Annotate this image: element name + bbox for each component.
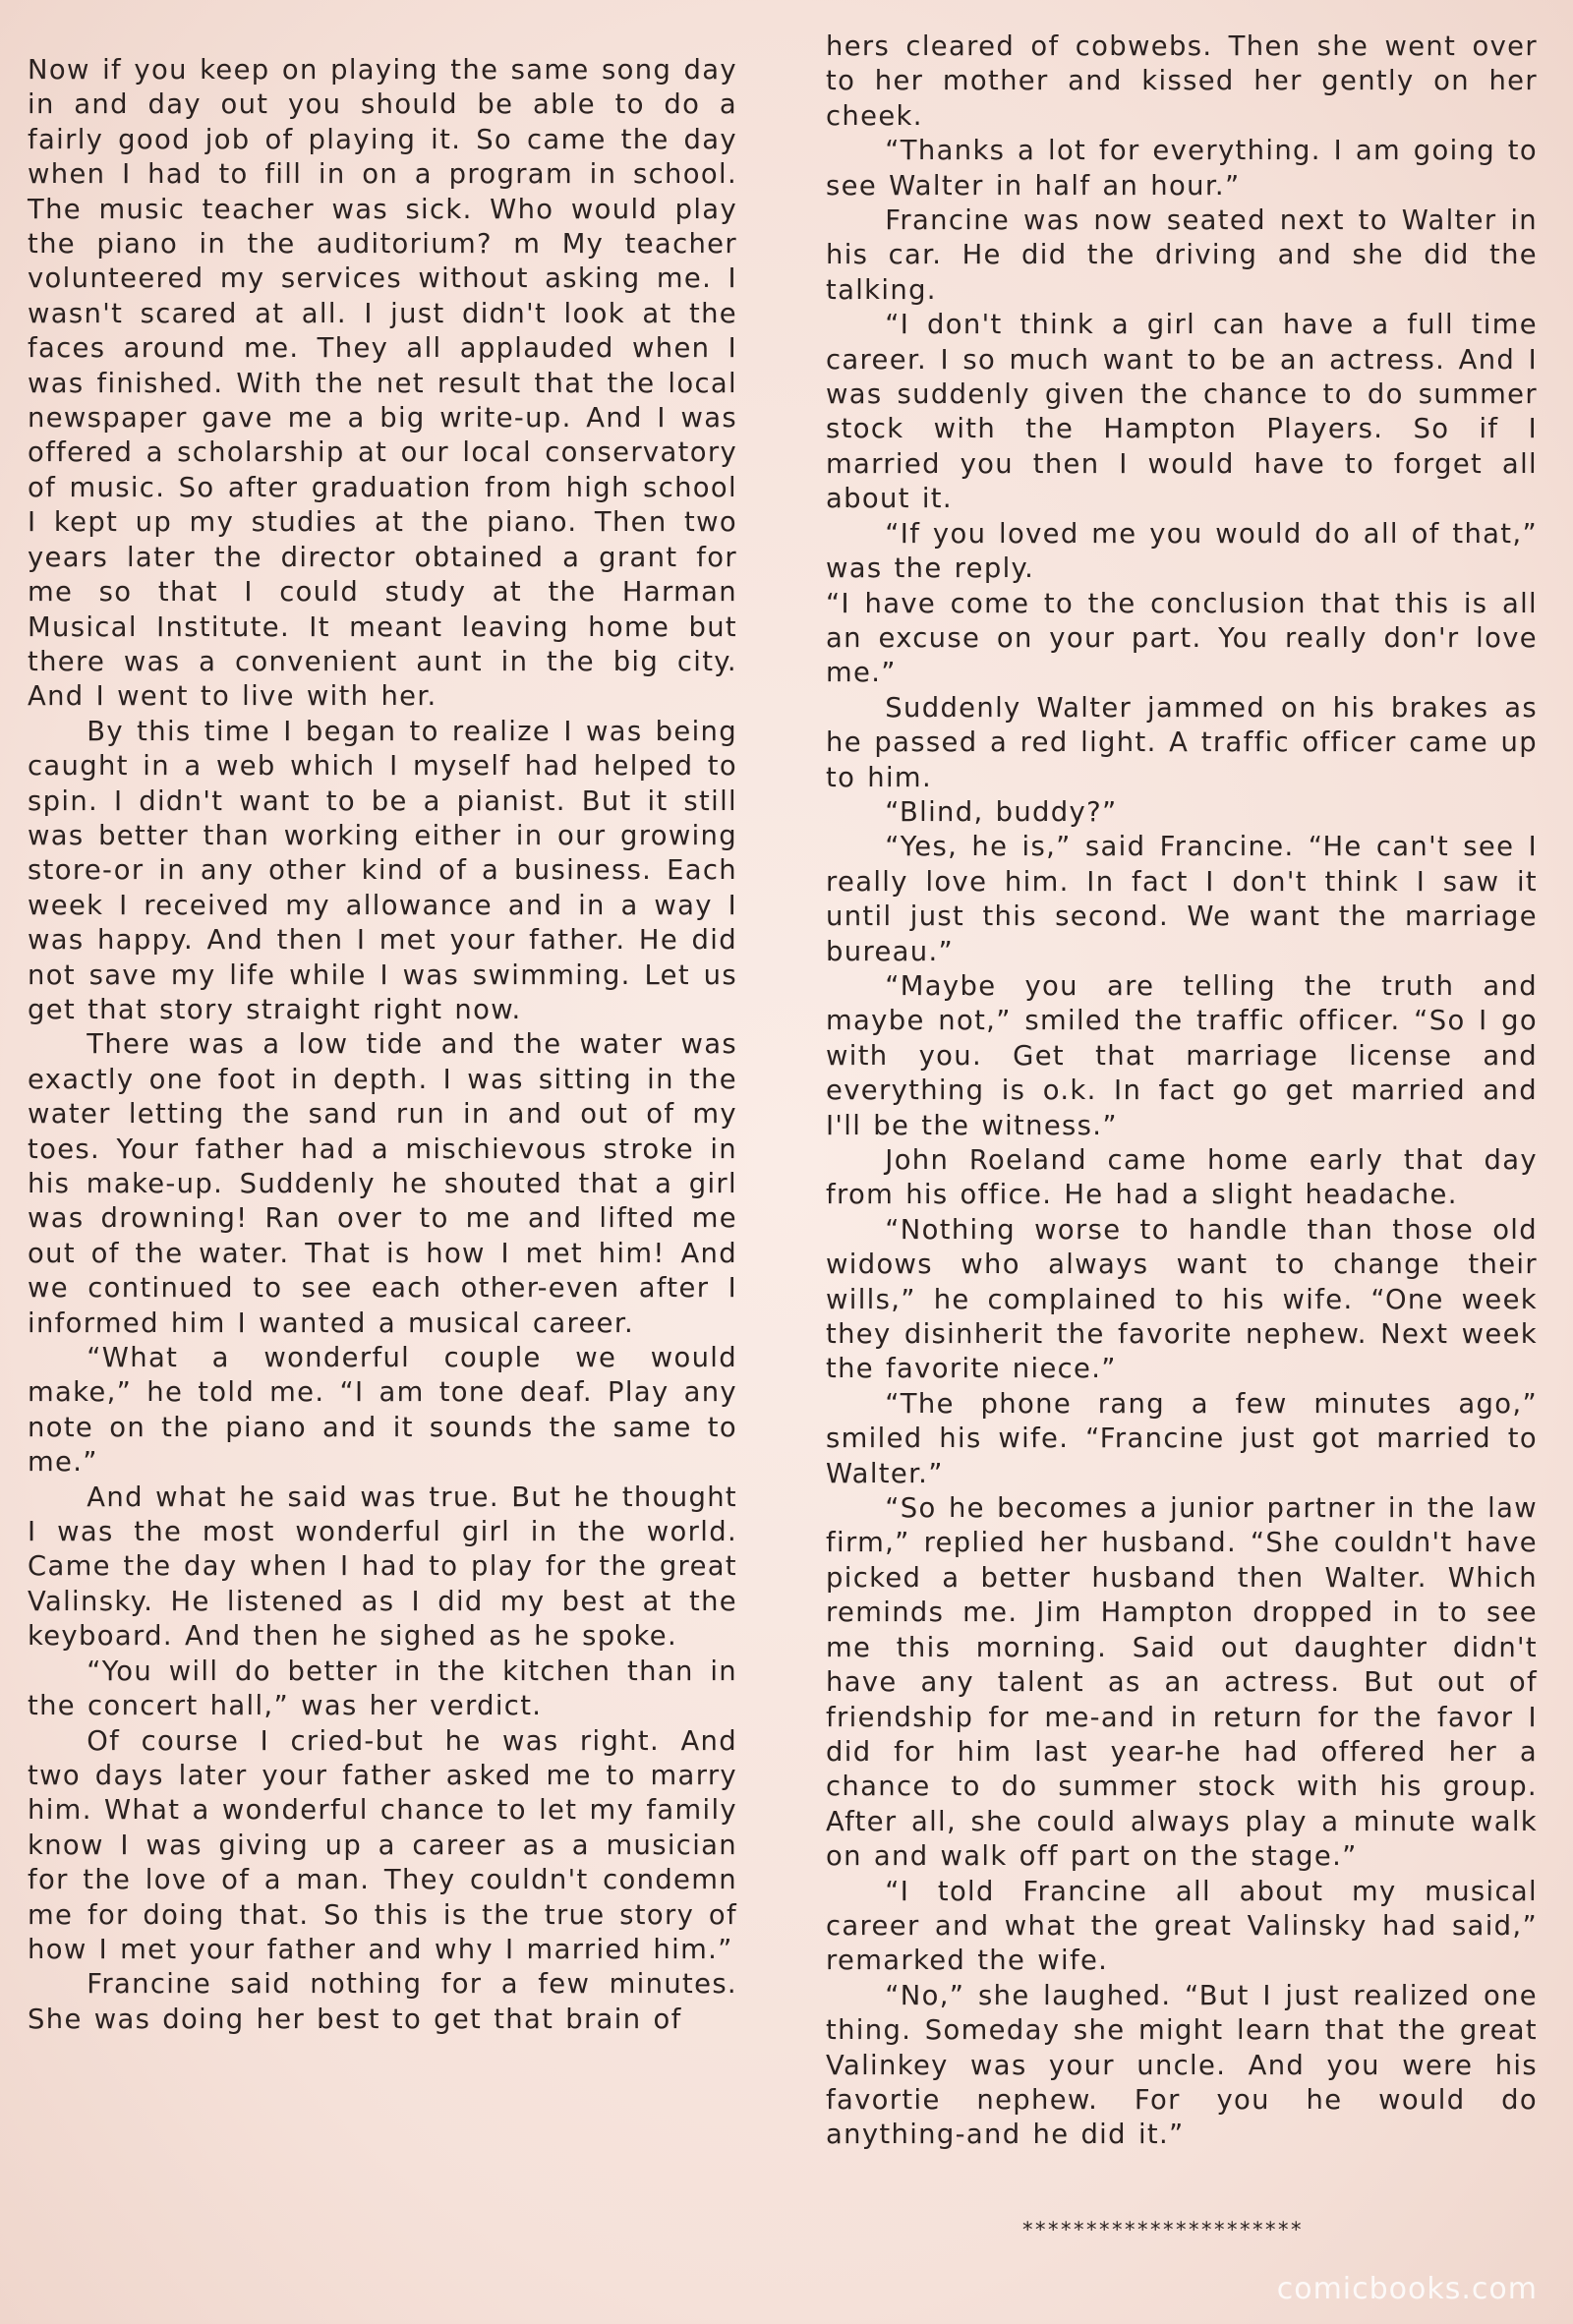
paragraph: “Maybe you are telling the truth and maybe not,” smiled the traffic officer. “So I go with you. Get that marriage license and everything is o.k. In fact go get married and I'll be the witness.” — [826, 970, 1538, 1141]
paragraph: Suddenly Walter jammed on his brakes as he passed a red light. A traffic officer came up to him. — [826, 692, 1538, 793]
left-text-column — [28, 53, 737, 2037]
paragraph: Francine was now seated next to Walter in his car. He did the driving and she did the talking. — [826, 205, 1538, 306]
paragraph: John Roeland came home early that day from his office. He had a slight headache. — [826, 1145, 1538, 1211]
paragraph: By this time I began to realize I was being caught in a web which I myself had helped to spin. I didn't want to be a pianist. But it still was better than working either in our growing store-or in any other kind of a business. Each week I received my allowance and in a way I was happy. And then I met your father. He did not save my life while I was swimming. Let us get that story straight right now. — [28, 716, 737, 1025]
paragraph: “No,” she laughed. “But I just realized one thing. Someday she might learn that the great Valinkey was your uncle. And you were his favortie nephew. For you he would do anything-and he did it.” — [826, 1980, 1538, 2151]
paragraph: “Nothing worse to handle than those old widows who always want to change their wills,” he complained to his wife. “One week they disinherit the favorite nephew. Next week the favorite niece.” — [826, 1214, 1538, 1385]
site-watermark: comicbooks.com — [1276, 2272, 1538, 2306]
paragraph: “I told Francine all about my musical career and what the great Valinsky had said,” remarked the wife. — [826, 1876, 1538, 1977]
paragraph: There was a low tide and the water was exactly one foot in depth. I was sitting in the water letting the sand run in and out of my toes. Your father had a mischievous stroke in his make-up. Suddenly he shouted that a girl was drowning! Ran over to me and lifted me out of the water. That is how I met him! And we continued to see each other-even after I informed him I wanted a musical career. — [28, 1029, 737, 1339]
paragraph: “Thanks a lot for everything. I am going to see Walter in half an hour.” — [826, 136, 1538, 202]
paragraph: “Blind, buddy?” — [885, 796, 1118, 828]
paragraph: “So he becomes a junior partner in the law firm,” replied her husband. “She couldn't have picked a better husband then Walter. Which reminds me. Jim Hampton dropped in to see me this morning. Said out daughter didn't have any talent as an actress. But out of friendship for me-and in return for the favor I did for him last year-he had offered her a chance to do summer stock with his group. After all, she could always play a minute walk on and walk off part on the stage.” — [826, 1493, 1538, 1873]
end-of-story-mark: ********************** — [1022, 2218, 1304, 2241]
paragraph: Of course I cried-but he was right. And two days later your father asked me to marry him. What a wonderful chance to let my family know I was giving up a career as a musician for the love of a man. They couldn't condemn me for doing that. So this is the true story of how I met your father and why I married him.” — [28, 1725, 737, 1965]
paragraph: “I have come to the conclusion that this is all an excuse on your part. You really don'r love me.” — [826, 588, 1538, 689]
right-text-column — [826, 29, 1538, 2153]
paragraph: “Yes, he is,” said Francine. “He can't see I really love him. In fact I don't think I saw it until just this second. We want the marriage bureau.” — [826, 832, 1538, 967]
paragraph: Francine said nothing for a few minutes. She was doing her best to get that brain of — [28, 1969, 737, 2035]
paragraph: Now if you keep on playing the same song day in and day out you should be able to do a fairly good job of playing it. So came the day when I had to fill in on a program in school. The music teacher was sick. Who would play the piano in the auditorium? m My teacher volunteered my services without asking me. I wasn't scared at all. I just didn't look at the faces around me. They all applauded when I was finished. With the net result that the local newspaper gave me a big write-up. And I was offered a scholarship at our local conservatory of music. So after graduation from high school I kept up my studies at the piano. Then two years later the director obtained a grant for me so that I could study at the Harman Musical Institute. It meant leaving home but there was a convenient aunt in the big city. And I went to live with her. — [28, 55, 737, 713]
paragraph: “I don't think a girl can have a full time career. I so much want to be an actress. And I was suddenly given the chance to do summer stock with the Hampton Players. So if I married you then I would have to forget all about it. — [826, 310, 1538, 515]
paragraph: “What a wonderful couple we would make,” he told me. “I am tone deaf. Play any note on the piano and it sounds the same to me.” — [28, 1343, 737, 1479]
paragraph: “The phone rang a few minutes ago,” smiled his wife. “Francine just got married to Walter.” — [826, 1388, 1538, 1489]
paragraph: “You will do better in the kitchen than in the concert hall,” was her verdict. — [28, 1656, 737, 1722]
paragraph: “If you loved me you would do all of that,” was the reply. — [826, 518, 1538, 585]
paragraph: And what he said was true. But he thought I was the most wonderful girl in the world. Came the day when I had to play for the great Valinsky. He listened as I did my best at the keyboard. And then he sighed as he spoke. — [28, 1482, 737, 1653]
paragraph: hers cleared of cobwebs. Then she went over to her mother and kissed her gently on her cheek. — [826, 31, 1538, 132]
